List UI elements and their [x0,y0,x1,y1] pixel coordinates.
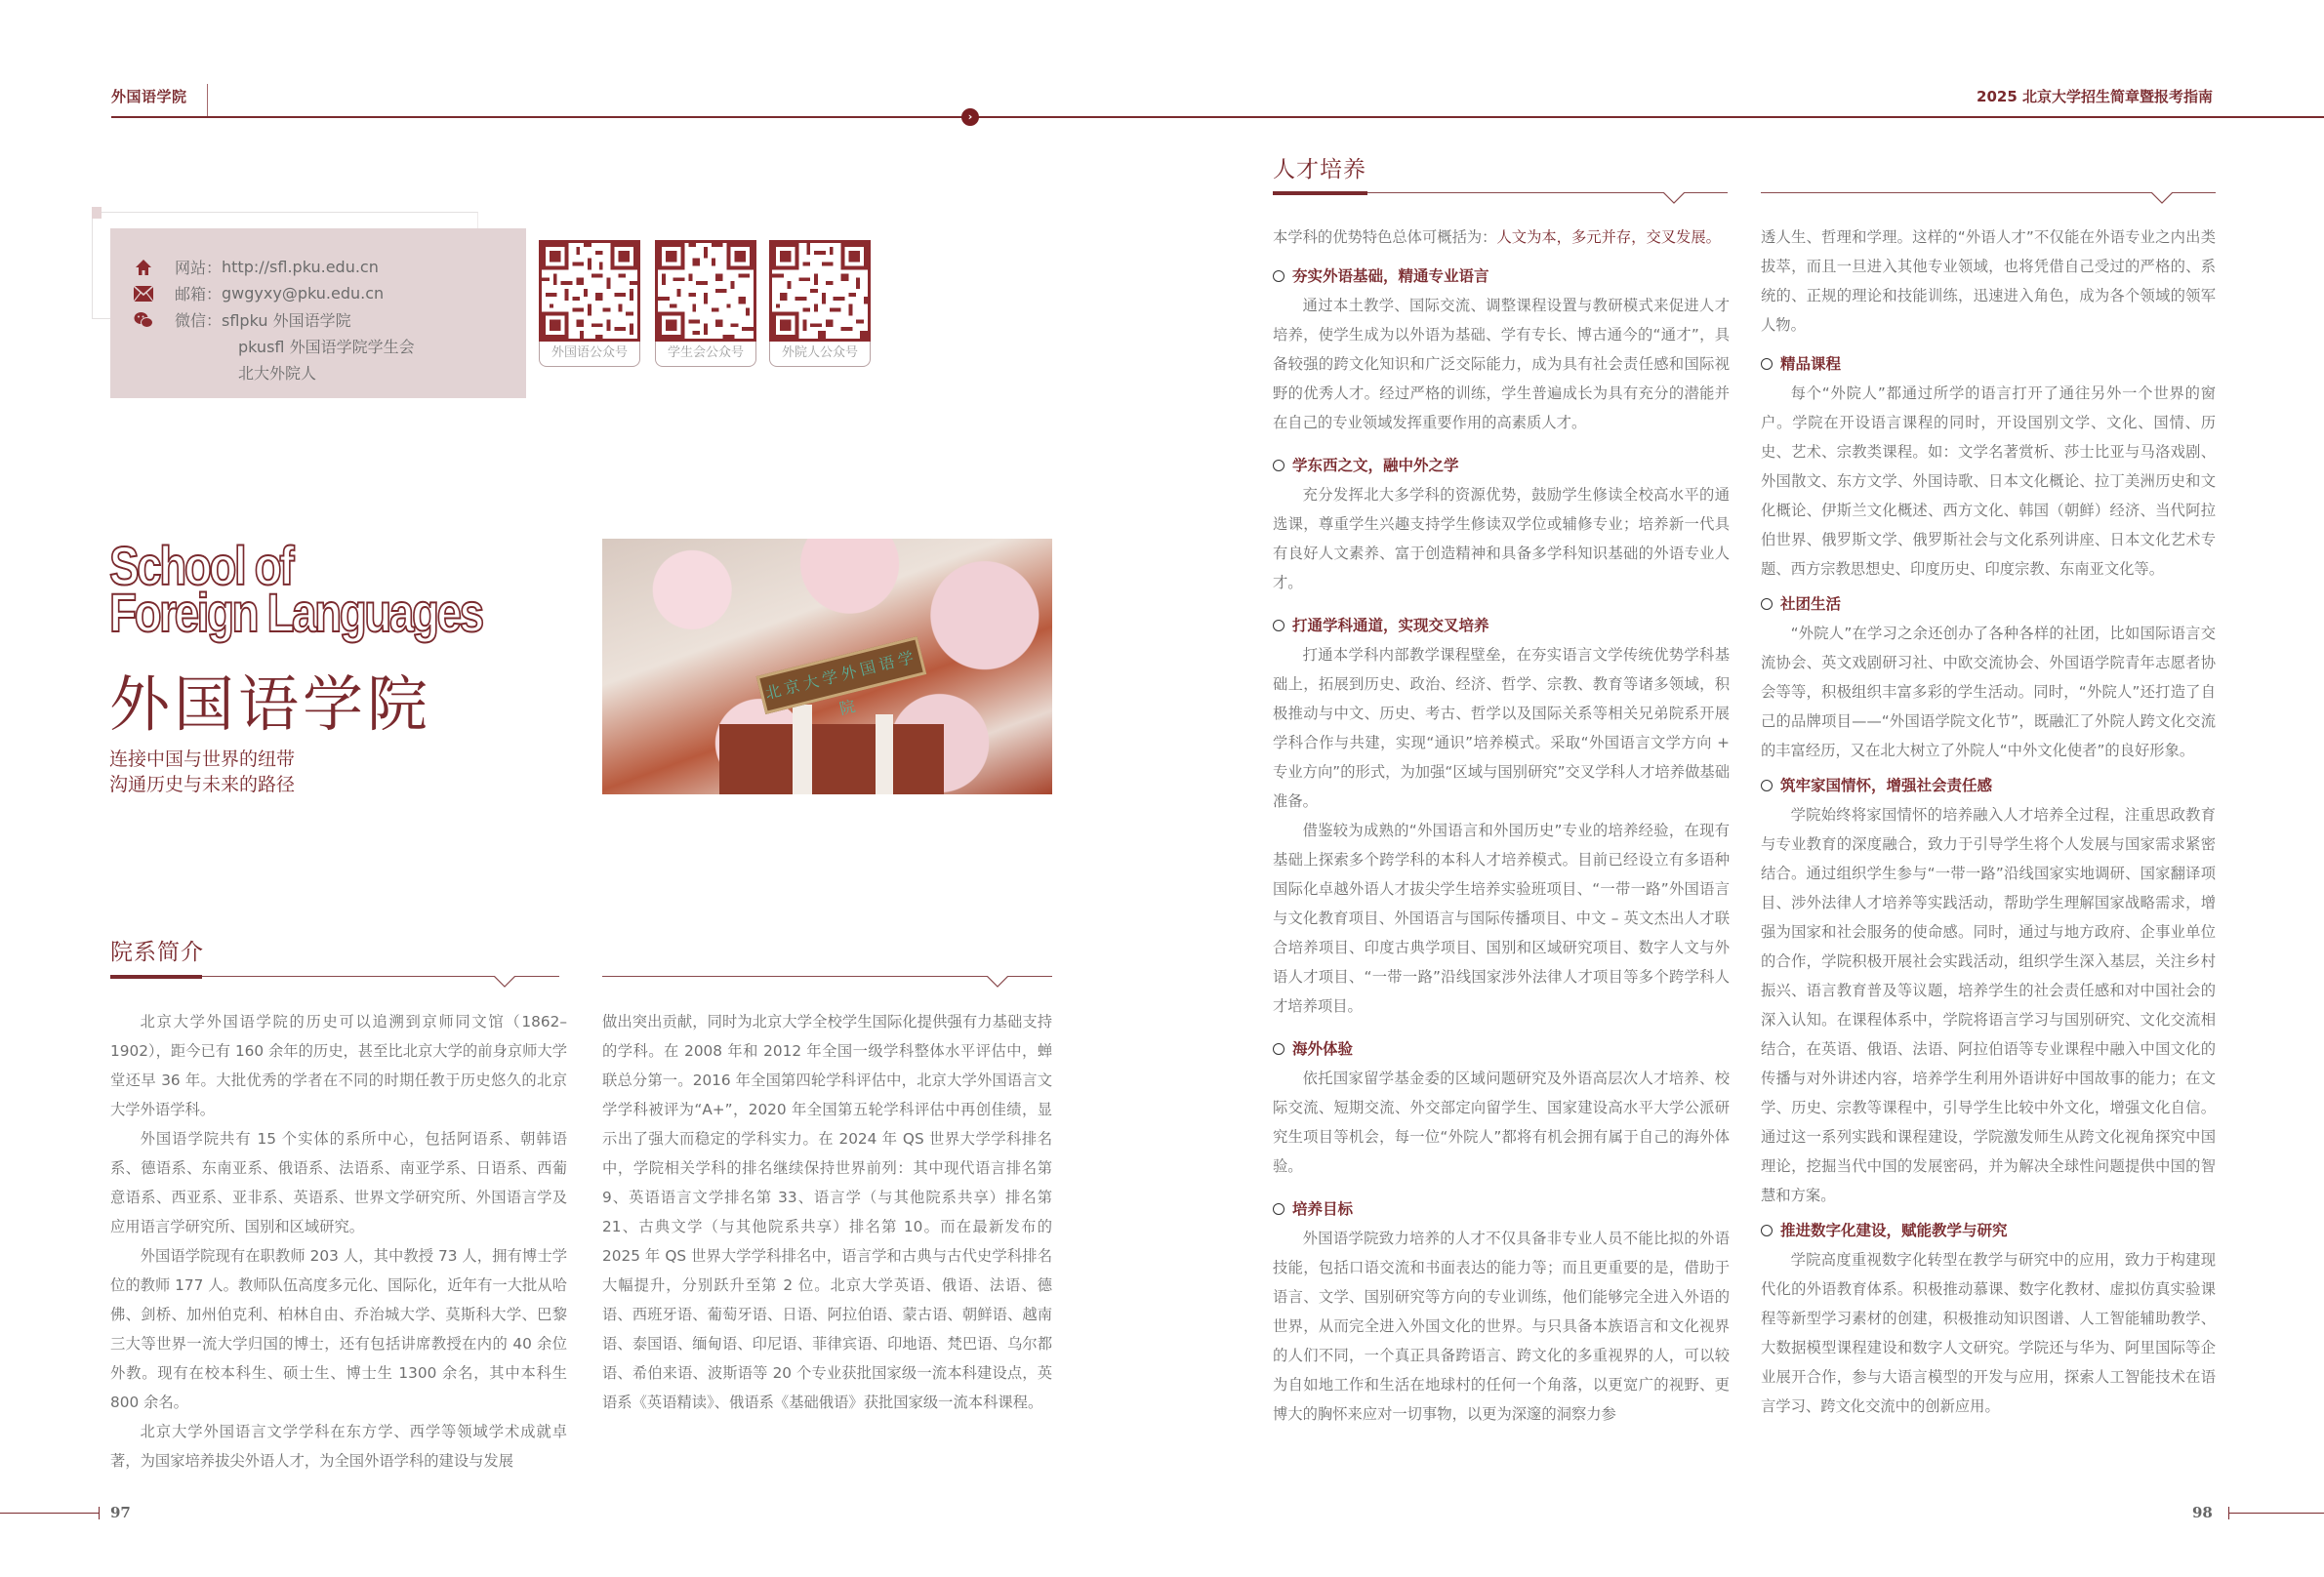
circle-bullet-icon [1761,598,1773,610]
paragraph: 学院高度重视数字化转型在教学与研究中的应用，致力于构建现代化的外语教育体系。积极推动慕课、数字化教材、虚拟仿真实验课程等新型学习素材的创建，积极推动知识图谱、人工智能辅助教学、大数据模型课程建设和数字人文研究。学院还与华为、阿里国际等企业展开合作，参与大语言模型的开发与应用，探索人工智能技术在语言学习、跨文化交流中的创新应用。 [1761,1251,2216,1415]
header-divider [207,84,208,117]
circle-bullet-icon [1761,780,1773,791]
photo-sign: 北京大学外国语学院 [756,636,927,714]
lead-paragraph: 本学科的优势特色总体可概括为：人文为本，多元并存，交叉发展。 [1273,228,1721,246]
campus-photo [602,539,1052,794]
paragraph: 打通本学科内部教学课程壁垒，在夯实语言文学传统优势学科基础上，拓展到历史、政治、经济、哲学、宗教、教育等诸多领域，积极推动与中文、历史、考古、哲学以及国际关系等相关兄弟院系开展学科合作与共建，实现“通识”培养模式。采取“外国语言文学方向 + 专业方向”的形式，为加强“区域与国别研究”交叉学科人才培养做基础准备。 [1273,646,1730,810]
contact-box [110,228,526,398]
circle-bullet-icon [1273,1203,1284,1215]
running-header-left: 外国语学院 [111,88,187,105]
section-rule [1273,192,1728,204]
chevron-right-icon: › [961,108,979,126]
tagline-line-1: 连接中国与世界的纽带 [109,748,296,770]
wechat-account-1: sflpku 外国语学院 [222,311,351,330]
qr-caption: 学生会公众号 [655,342,756,367]
chinese-title: 外国语学院 [109,668,432,740]
circle-bullet-icon [1273,460,1284,471]
subheading: 打通学科通道，实现交叉培养 [1273,611,1730,640]
intro-column-2 [602,1007,1052,1417]
running-header-right: 2025 北京大学招生简章暨报考指南 [1977,88,2213,105]
website-link[interactable]: http://sfl.pku.edu.cn [222,258,379,276]
tagline-line-2: 沟通历史与未来的路径 [109,774,296,795]
paragraph: 北京大学外国语言文学学科在东方学、西学等领域学术成就卓著，为国家培养拔尖外语人才，为全国外语学科的建设与发展 [110,1423,567,1470]
contact-email-row [134,280,526,306]
qr-caption: 外国语公众号 [539,342,640,367]
website-label: 网站： [175,259,223,277]
section-rule [1761,192,2216,204]
qr-code-card [655,240,756,367]
qr-code-card [769,240,871,367]
paragraph: 外国语学院现有在职教师 203 人，其中教授 73 人，拥有博士学位的教师 177 人。教师队伍高度多元化、国际化，近年有一大批从哈佛、剑桥、加州伯克利、柏林自由、乔治城大学、莫斯科大学、巴黎三大等世界一流大学归国的博士，还有包括讲席教授在内的 40 余位外教。现有在校本科生、硕士生、博士生 1300 余名，其中本科生 800 余名。 [110,1247,567,1411]
home-icon [134,259,153,276]
section-title-talent: 人才培养 [1273,157,1366,182]
qr-code-card [539,240,640,367]
page-number-right: 98 [2192,1504,2213,1521]
circle-bullet-icon [1273,1043,1284,1055]
photo-column [876,714,893,794]
lead-highlight: 人文为本，多元并存，交叉发展。 [1496,228,1721,246]
contact-tab-decoration [92,207,102,219]
english-title-line-2: Foreign Languages [109,582,482,643]
paragraph: 借鉴较为成熟的“外国语言和外国历史”专业的培养经验，在现有基础上探索多个跨学科的本科人才培养模式。目前已经设立有多语种国际化卓越外语人才拔尖学生培养实验班项目、“一带一路”外国语言与文化教育项目、外国语言与国际传播项目、中文 – 英文杰出人才联合培养项目、印度古典学项目、国别和区域研究项目、数字人文与外语人才项目、“一带一路”沿线国家涉外法律人才项目等多个跨学科人才培养项目。 [1273,822,1730,1015]
paragraph: 透人生、哲理和学理。这样的“外语人才”不仅能在外语专业之内出类拔萃，而且一旦进入其他专业领域，也将凭借自己受过的严格的、系统的、正规的理论和技能训练，迅速进入角色，成为各个领域的领军人物。 [1761,228,2216,334]
subheading: 海外体验 [1273,1034,1730,1064]
subheading: 社团生活 [1761,589,2216,619]
wechat-account-2: pkusfl 外国语学院学生会 [238,338,415,356]
circle-bullet-icon [1761,1225,1773,1236]
subheading: 推进数字化建设，赋能教学与研究 [1761,1216,2216,1245]
paragraph: 做出突出贡献，同时为北京大学全校学生国际化提供强有力基础支持的学科。在 2008 年和 2012 年全国一级学科整体水平评估中，蝉联总分第一。2016 年全国第四轮学科评估中，北京大学外国语言文学学科被评为“A+”，2020 年全国第五轮学科评估中再创佳绩，显示出了强大而稳定的学科实力。在 2024 年 QS 世界大学学科排名中，学院相关学科的排名继续保持世界前列：其中现代语言排名第 9、英语语言文学排名第 33、语言学（与其他院系共享）排名第 21、古典文学（与其他院系共享）排名第 10。而在最新发布的 2025 年 QS 世界大学学科排名中，语言学和古典与古代史学科排名大幅提升，分别跃升至第 2 位。北京大学英语、俄语、法语、德语、西班牙语、葡萄牙语、日语、阿拉伯语、蒙古语、朝鲜语、越南语、泰国语、缅甸语、印尼语、菲律宾语、印地语、梵巴语、乌尔都语、希伯来语、波斯语等 20 个专业获批国家级一流本科建设点，英语系《英语精读》、俄语系《基础俄语》获批国家级一流本科课程。 [602,1013,1052,1411]
tagline [109,747,295,797]
qr-code-icon[interactable] [655,240,756,342]
paragraph: 每个“外院人”都通过所学的语言打开了通往另外一个世界的窗户。学院在开设语言课程的同时，开设国别文学、文化、国情、历史、艺术、宗教类课程。如：文学名著赏析、莎士比亚与马洛戏剧、外国散文、东方文学、外国诗歌、日本文化概论、拉丁美洲历史和文化概论、伊斯兰文化概述、西方文化、韩国（朝鲜）经济、当代阿拉伯世界、俄罗斯文学、俄罗斯社会与文化系列讲座、日本文化艺术专题、西方宗教思想史、印度历史、印度宗教、东南亚文化等。 [1761,384,2216,578]
contact-wechat-row [134,306,526,333]
photo-door [719,724,944,794]
subheading: 学东西之文，融中外之学 [1273,451,1730,480]
wechat-icon [134,311,153,329]
mail-icon [134,285,153,303]
circle-bullet-icon [1273,270,1284,282]
talent-column-1 [1273,222,1730,1429]
email-label: 邮箱： [175,285,223,303]
header-rule [111,116,2324,118]
footer-rule-right [2228,1513,2324,1514]
footer-tick-left [99,1507,100,1519]
subheading: 筑牢家国情怀，增强社会责任感 [1761,771,2216,800]
paragraph: 北京大学外国语学院的历史可以追溯到京师同文馆（1862–1902），距今已有 160 余年的历史，甚至比北京大学的前身京师大学堂还早 36 年。大批优秀的学者在不同的时期任教于历史悠久的北京大学外语学科。 [110,1013,567,1118]
contact-website-row [134,254,526,280]
subheading: 精品课程 [1761,349,2216,379]
english-title-line-1: School of [109,535,293,596]
intro-column-1 [110,1007,567,1476]
circle-bullet-icon [1273,620,1284,631]
section-rule [110,976,559,988]
subheading: 夯实外语基础，精通专业语言 [1273,262,1730,291]
english-title [109,535,482,643]
paragraph: 依托国家留学基金委的区域问题研究及外语高层次人才培养、校际交流、短期交流、外交部定向留学生、国家建设高水平大学公派研究生项目等机会，每一位“外院人”都将有机会拥有属于自己的海外体验。 [1273,1070,1730,1175]
wechat-label: 微信： [175,311,223,330]
page-number-left: 97 [110,1504,131,1521]
paragraph: 充分发挥北大多学科的资源优势，鼓励学生修读全校高水平的通选课，尊重学生兴趣支持学生修读双学位或辅修专业；培养新一代具有良好人文素养、富于创造精神和具备多学科知识基础的外语专业人才。 [1273,486,1730,591]
talent-column-2 [1761,222,2216,1421]
qr-code-icon[interactable] [539,240,640,342]
section-rule [602,976,1052,988]
qr-code-icon[interactable] [769,240,871,342]
paragraph: “外院人”在学习之余还创办了各种各样的社团，比如国际语言交流协会、英文戏剧研习社、中欧交流协会、外国语学院青年志愿者协会等等，积极组织丰富多彩的学生活动。同时，“外院人”还打造了自己的品牌项目——“外国语学院文化节”，既融汇了外院人跨文化交流的丰富经历，又在北大树立了外院人“中外文化使者”的良好形象。 [1761,625,2216,759]
wechat-account-3: 北大外院人 [238,364,317,383]
paragraph: 外国语学院致力培养的人才不仅具备非专业人员不能比拟的外语技能，包括口语交流和书面表达的能力等；而且更重要的是，借助于语言、文学、国别研究等方向的专业训练，他们能够完全进入外语的世界，从而完全进入外国文化的世界。与只具备本族语言和文化视界的人们不同，一个真正具备跨语言、跨文化的多重视界的人，可以较为自如地工作和生活在地球村的任何一个角落，以更宽广的视野、更博大的胸怀来应对一切事物，以更为深邃的洞察力参 [1273,1230,1730,1423]
footer-rule-left [0,1513,99,1514]
paragraph: 学院始终将家国情怀的培养融入人才培养全过程，注重思政教育与专业教育的深度融合，致力于引导学生将个人发展与国家需求紧密结合。通过组织学生参与“一带一路”沿线国家实地调研、国家翻译项目、涉外法律人才培养等实践活动，帮助学生理解国家战略需求，增强为国家和社会服务的使命感。同时，通过与地方政府、企事业单位的合作，学院积极开展社会实践活动，组织学生深入基层，关注乡村振兴、语言教育普及等议题，培养学生的社会责任感和对中国社会的深入认知。在课程体系中，学院将语言学习与国别研究、文化交流相结合，在英语、俄语、法语、阿拉伯语等专业课程中融入中国文化的传播与对外讲述内容，培养学生利用外语讲好中国故事的能力；在文学、历史、宗教等课程中，引导学生比较中外文化，增强文化自信。通过这一系列实践和课程建设，学院激发师生从跨文化视角探究中国理论，挖掘当代中国的发展密码，并为解决全球性问题提供中国的智慧和方案。 [1761,806,2216,1204]
qr-caption: 外院人公众号 [769,342,871,367]
section-title-intro: 院系简介 [110,940,204,965]
paragraph: 外国语学院共有 15 个实体的系所中心，包括阿语系、朝韩语系、德语系、东南亚系、俄语系、法语系、南亚学系、日语系、西葡意语系、西亚系、亚非系、英语系、世界文学研究所、外国语言学及应用语言学研究所、国别和区域研究。 [110,1130,567,1235]
email-link[interactable]: gwgyxy@pku.edu.cn [222,284,385,303]
circle-bullet-icon [1761,358,1773,370]
subheading: 培养目标 [1273,1194,1730,1224]
paragraph: 通过本土教学、国际交流、调整课程设置与教研模式来促进人才培养，使学生成为以外语为基础、学有专长、博古通今的“通才”，具备较强的跨文化知识和广泛交际能力，成为具有社会责任感和国际视野的优秀人才。经过严格的训练，学生普遍成长为具有充分的潜能并在自己的专业领域发挥重要作用的高素质人才。 [1273,297,1730,431]
